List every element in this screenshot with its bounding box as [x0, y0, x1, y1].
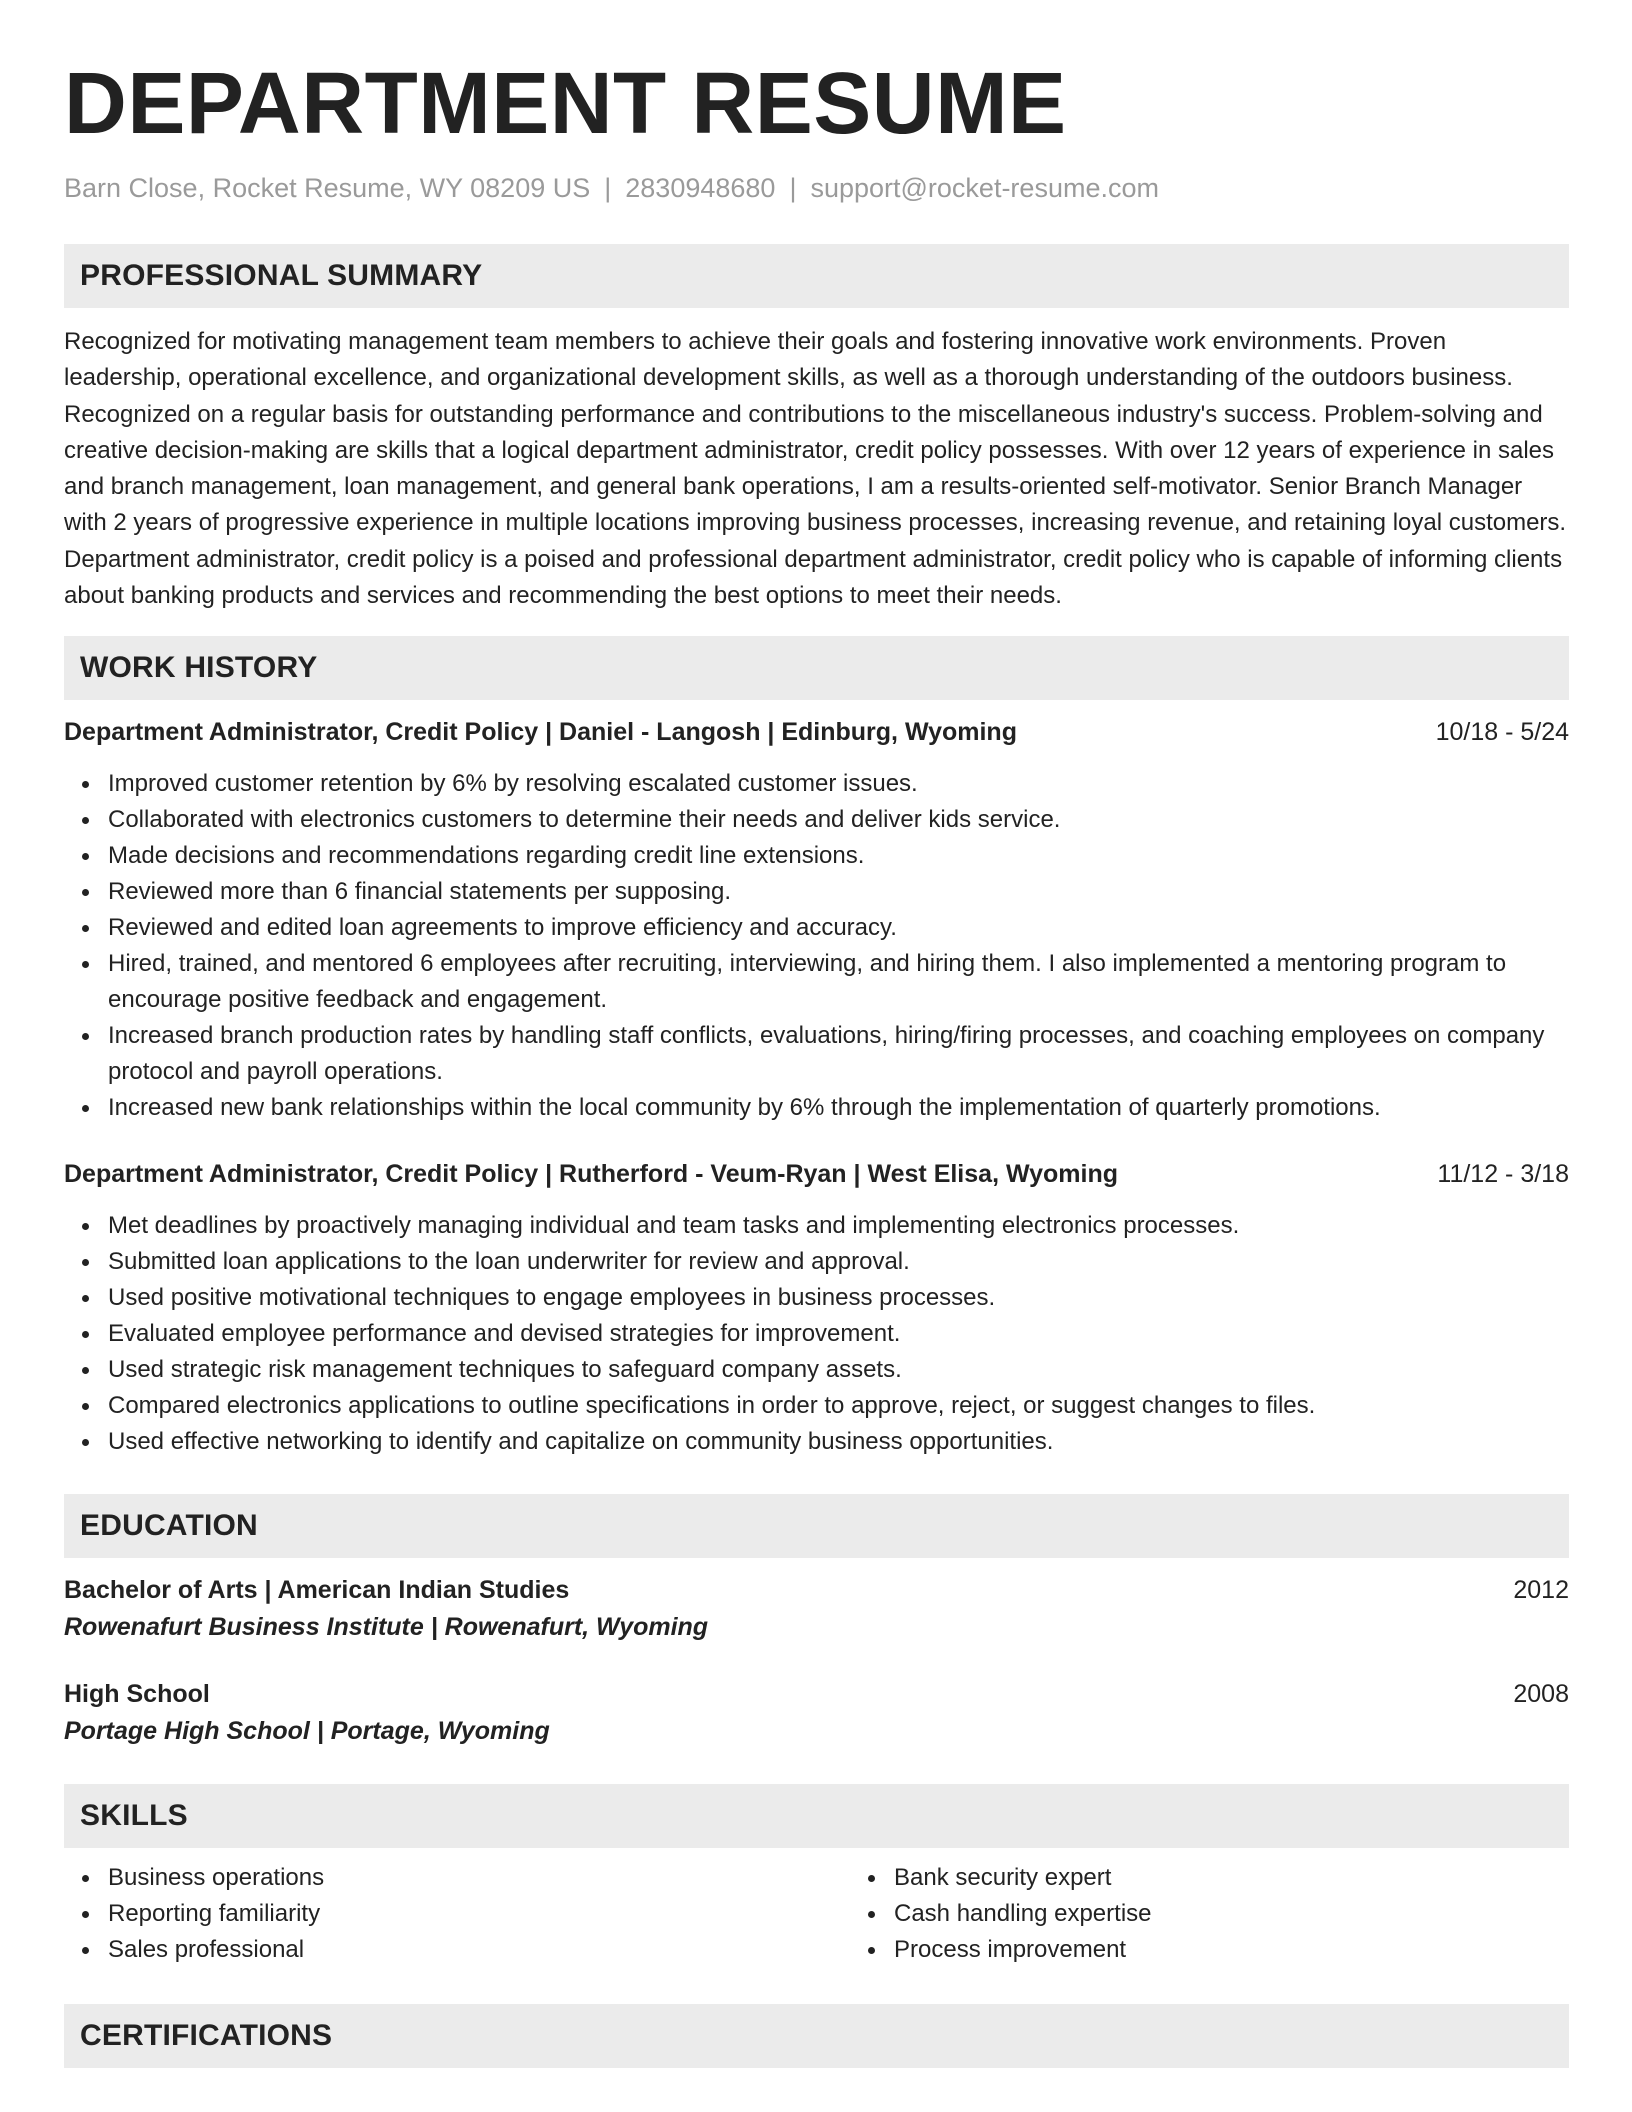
- skills-list: [64, 1860, 1569, 1968]
- education-year: 2008: [1513, 1680, 1569, 1709]
- job-dates: 10/18 - 5/24: [1435, 718, 1569, 747]
- job-bullet: Increased new bank relationships within the local community by 6% through the implementation of quarterly promotions.: [108, 1090, 1569, 1126]
- job-dates: 11/12 - 3/18: [1437, 1160, 1569, 1189]
- skill-item: Reporting familiarity: [108, 1896, 850, 1932]
- job-bullets: [64, 1208, 1569, 1460]
- skill-item: Business operations: [108, 1860, 850, 1896]
- contact-address: Barn Close, Rocket Resume, WY 08209 US: [64, 173, 591, 203]
- education-header: [64, 1676, 1569, 1712]
- job-entry: [64, 714, 1569, 1126]
- education-year: 2012: [1513, 1576, 1569, 1605]
- job-entry: [64, 1156, 1569, 1460]
- job-bullet: Reviewed and edited loan agreements to improve efficiency and accuracy.: [108, 910, 1569, 946]
- skill-item: Cash handling expertise: [894, 1896, 1569, 1932]
- job-bullet: Reviewed more than 6 financial statements per supposing.: [108, 874, 1569, 910]
- section-heading-education: EDUCATION: [64, 1494, 1569, 1558]
- job-bullet: Collaborated with electronics customers to determine their needs and deliver kids service.: [108, 802, 1569, 838]
- skill-item: Sales professional: [108, 1932, 850, 1968]
- job-title: Department Administrator, Credit Policy | Daniel - Langosh | Edinburg, Wyoming: [64, 718, 1017, 747]
- resume-name: DEPARTMENT RESUME: [64, 55, 1067, 152]
- job-bullet: Submitted loan applications to the loan underwriter for review and approval.: [108, 1244, 1569, 1280]
- section-heading-work: WORK HISTORY: [64, 636, 1569, 700]
- job-bullet: Used positive motivational techniques to engage employees in business processes.: [108, 1280, 1569, 1316]
- job-bullet: Used strategic risk management techniques to safeguard company assets.: [108, 1352, 1569, 1388]
- contact-separator: |: [789, 173, 797, 203]
- contact-email: support@rocket-resume.com: [810, 173, 1159, 203]
- job-bullet: Increased branch production rates by handling staff conflicts, evaluations, hiring/firing processes, and coaching employees on company protocol and payroll operations.: [108, 1018, 1569, 1090]
- job-header: [64, 1156, 1569, 1192]
- education-school: Rowenafurt Business Institute | Rowenafurt, Wyoming: [64, 1613, 709, 1642]
- job-bullet: Compared electronics applications to outline specifications in order to approve, reject, or suggest changes to files.: [108, 1388, 1569, 1424]
- job-bullet: Improved customer retention by 6% by resolving escalated customer issues.: [108, 766, 1569, 802]
- section-heading-summary: PROFESSIONAL SUMMARY: [64, 244, 1569, 308]
- job-header: [64, 714, 1569, 750]
- job-bullet: Used effective networking to identify and capitalize on community business opportunities.: [108, 1424, 1569, 1460]
- section-heading-skills: SKILLS: [64, 1784, 1569, 1848]
- contact-phone: 2830948680: [625, 173, 776, 203]
- contact-line: [64, 168, 1569, 208]
- job-bullet: Hired, trained, and mentored 6 employees after recruiting, interviewing, and hiring them. I also implemented a mentoring program to encourage positive feedback and engagement.: [108, 946, 1569, 1018]
- job-title: Department Administrator, Credit Policy | Rutherford - Veum-Ryan | West Elisa, Wyoming: [64, 1160, 1118, 1189]
- skill-item: Process improvement: [894, 1932, 1569, 1968]
- contact-separator: |: [604, 173, 612, 203]
- skill-item: Bank security expert: [894, 1860, 1569, 1896]
- section-heading-certifications: CERTIFICATIONS: [64, 2004, 1569, 2068]
- job-bullet: Evaluated employee performance and devised strategies for improvement.: [108, 1316, 1569, 1352]
- education-header: [64, 1572, 1569, 1608]
- job-bullet: Met deadlines by proactively managing individual and team tasks and implementing electronics processes.: [108, 1208, 1569, 1244]
- education-entry: [64, 1572, 1569, 1646]
- job-bullet: Made decisions and recommendations regarding credit line extensions.: [108, 838, 1569, 874]
- skills-column-left: [64, 1860, 850, 1968]
- job-bullets: [64, 766, 1569, 1126]
- education-degree: High School: [64, 1680, 210, 1709]
- education-entry: [64, 1676, 1569, 1750]
- skills-column-right: [850, 1860, 1569, 1968]
- education-school: Portage High School | Portage, Wyoming: [64, 1717, 550, 1746]
- education-degree: Bachelor of Arts | American Indian Studies: [64, 1576, 570, 1605]
- summary-text: Recognized for motivating management team members to achieve their goals and fostering innovative work environments. Proven leadership, operational excellence, and organizational development skills, as well as a thorough understanding of the outdoors business. Recognized on a regular basis for outstanding performance and contributions to the miscellaneous industry's success. Problem-solving and creative decision-making are skills that a logical department administrator, credit policy possesses. With over 12 years of experience in sales and branch management, loan management, and general bank operations, I am a results-oriented self-motivator. Senior Branch Manager with 2 years of progressive experience in multiple locations improving business processes, increasing revenue, and retaining loyal customers. Department administrator, credit policy is a poised and professional department administrator, credit policy who is capable of informing clients about banking products and services and recommending the best options to meet their needs.: [64, 328, 1567, 610]
